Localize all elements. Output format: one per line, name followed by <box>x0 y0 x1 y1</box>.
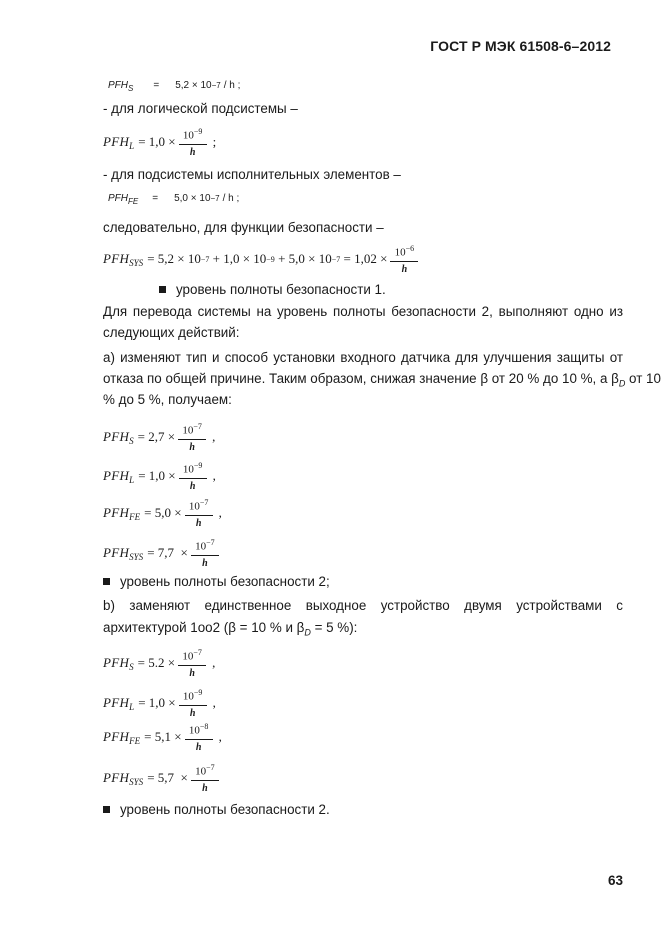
para-a-line2-end: от 10 <box>625 371 661 386</box>
formula-equals: = 1,0 × <box>138 468 176 484</box>
para-b-line2 <box>103 617 357 644</box>
result-text: уровень полноты безопасности 1. <box>176 282 386 297</box>
para-a-line3: % до 5 %, получаем: <box>103 392 232 407</box>
formula-subscript: L <box>129 141 135 152</box>
fraction-denominator: h <box>191 780 219 795</box>
formula-equals: = 1,0 × <box>138 134 176 150</box>
formula-term-3-exp: −7 <box>331 254 341 264</box>
formula-fraction <box>178 647 206 680</box>
para-b-line2-text: архитектурой 1oo2 (β = 10 % и β <box>103 620 305 635</box>
formula-row <box>103 721 222 754</box>
fraction-denominator: h <box>185 739 213 754</box>
fraction-numerator: 10 <box>188 500 200 513</box>
fraction-numerator: 10 <box>394 246 406 259</box>
formula-subscript: S <box>129 436 134 447</box>
formula-fraction <box>179 460 207 493</box>
formula-fraction <box>191 762 219 795</box>
fraction-exponent: −6 <box>405 244 415 253</box>
fraction-exponent: −7 <box>193 648 202 657</box>
para-a-line2-text: отказа по общей причине. Таким образом, снижая значение β от 20 % до 10 %, а β <box>103 371 619 386</box>
formula-fraction <box>178 421 206 454</box>
formula-subscript: L <box>129 475 135 486</box>
formula-subscript: SYS <box>129 258 144 269</box>
formula-tail: , <box>212 429 216 445</box>
para-a-line2-sub: D <box>618 378 626 389</box>
formula-symbol: PFH <box>103 655 130 671</box>
fraction-exponent: −8 <box>199 722 209 731</box>
formula-symbol: PFH <box>103 468 130 484</box>
formula-subscript: SYS <box>129 552 144 563</box>
formula-fraction <box>191 537 219 570</box>
formula-term-2-exp: −9 <box>266 254 275 264</box>
formula-tail: , <box>218 505 222 521</box>
fraction-denominator: h <box>179 144 207 159</box>
formula-row <box>103 647 215 680</box>
formula-unit: / h ; <box>223 80 241 91</box>
document-header: ГОСТ Р МЭК 61508-6–2012 <box>430 38 611 54</box>
formula-subscript: FE <box>129 736 141 747</box>
fraction-denominator: h <box>178 439 206 454</box>
logic-subsystem-line: - для логической подсистемы – <box>103 101 298 116</box>
formula-fraction <box>179 126 207 159</box>
formula-row <box>103 537 225 570</box>
fraction-exponent: −9 <box>193 461 203 470</box>
fraction-numerator: 10 <box>195 765 207 778</box>
formula-fraction <box>390 243 418 276</box>
page-number: 63 <box>607 873 623 888</box>
result-line-a <box>103 571 330 592</box>
result-line-b <box>103 799 330 820</box>
fraction-denominator: h <box>178 665 206 680</box>
formula-subscript: S <box>128 84 134 93</box>
fraction-denominator: h <box>191 555 219 570</box>
formula-equals: = <box>152 193 159 204</box>
formula-term-1-exp: −7 <box>200 254 210 264</box>
fraction-numerator: 10 <box>182 129 194 142</box>
formula-pfhs-initial <box>108 80 240 91</box>
result-text: уровень полноты безопасности 2; <box>120 574 330 589</box>
formula-fraction <box>185 721 213 754</box>
formula-equals: = 5,7 × <box>147 770 188 786</box>
fraction-numerator: 10 <box>195 540 207 553</box>
formula-symbol: PFH <box>103 770 130 786</box>
bullet-icon <box>103 806 110 813</box>
formula-symbol: PFH <box>108 80 128 91</box>
formula-pfhsys-initial <box>103 243 421 276</box>
formula-pfhfe-initial <box>108 193 239 204</box>
formula-tail: , <box>212 695 216 711</box>
formula-row <box>103 497 222 530</box>
formula-equals: = 5.2 × <box>137 655 176 671</box>
formula-symbol: PFH <box>103 729 130 745</box>
result-line-1 <box>159 279 386 300</box>
formula-equals: = 5,1 × <box>144 729 182 745</box>
bullet-icon <box>159 286 166 293</box>
fraction-denominator: h <box>185 515 213 530</box>
formula-subscript: FE <box>129 512 141 523</box>
formula-row <box>103 762 225 795</box>
formula-row <box>103 687 216 720</box>
formula-symbol: PFH <box>103 251 130 267</box>
formula-equals: = 2,7 × <box>137 429 176 445</box>
formula-value: 5,0 × 10 <box>174 193 211 204</box>
formula-subscript: SYS <box>129 777 144 788</box>
formula-exponent: −7 <box>211 81 221 90</box>
formula-term-4: = 1,02 × <box>340 251 388 267</box>
formula-row <box>103 421 215 454</box>
fraction-numerator: 10 <box>182 424 194 437</box>
fraction-exponent: −7 <box>199 498 209 507</box>
formula-symbol: PFH <box>103 429 130 445</box>
formula-tail: , <box>218 729 222 745</box>
formula-pfhl-initial <box>103 126 216 159</box>
formula-equals: = 5,0 × <box>144 505 182 521</box>
formula-equals: = <box>153 80 160 91</box>
fraction-denominator: h <box>390 261 418 276</box>
formula-tail: , <box>212 468 216 484</box>
fraction-denominator: h <box>179 478 207 493</box>
formula-row <box>103 460 216 493</box>
fraction-exponent: −9 <box>193 688 203 697</box>
formula-fraction <box>179 687 207 720</box>
formula-symbol: PFH <box>108 193 128 204</box>
formula-unit: / h ; <box>222 193 240 204</box>
formula-subscript: L <box>129 702 135 713</box>
para1-line1: Для перевода системы на уровень полноты безопасности 2, выполняют одно из <box>103 304 623 319</box>
formula-subscript: S <box>129 662 134 673</box>
para-b-line1: b) заменяют единственное выходное устройство двумя устройствами с <box>103 598 623 613</box>
formula-equals: = 7,7 × <box>147 545 188 561</box>
fraction-numerator: 10 <box>182 650 194 663</box>
formula-tail: ; <box>212 134 217 150</box>
formula-equals: = 1,0 × <box>138 695 176 711</box>
bullet-icon <box>103 578 110 585</box>
formula-subscript: FE <box>128 197 139 206</box>
result-text: уровень полноты безопасности 2. <box>120 802 330 817</box>
fraction-exponent: −7 <box>206 763 215 772</box>
formula-tail: , <box>212 655 216 671</box>
fraction-exponent: −9 <box>193 127 203 136</box>
fraction-denominator: h <box>179 705 207 720</box>
formula-term-1: = 5,2 × 10 <box>147 251 201 267</box>
formula-symbol: PFH <box>103 134 130 150</box>
para1-line2: следующих действий: <box>103 325 240 340</box>
formula-exponent: −7 <box>210 194 220 203</box>
conseq-line: следовательно, для функции безопасности – <box>103 220 384 235</box>
fraction-numerator: 10 <box>182 690 194 703</box>
para-a-line1: а) изменяют тип и способ установки входного датчика для улучшения защиты от <box>103 350 623 365</box>
formula-symbol: PFH <box>103 505 130 521</box>
fraction-numerator: 10 <box>188 724 200 737</box>
formula-term-3: + 5,0 × 10 <box>274 251 332 267</box>
formula-symbol: PFH <box>103 695 130 711</box>
formula-term-2: + 1,0 × 10 <box>209 251 267 267</box>
fraction-exponent: −7 <box>206 538 215 547</box>
formula-fraction <box>185 497 213 530</box>
formula-value: 5,2 × 10 <box>175 80 212 91</box>
formula-symbol: PFH <box>103 545 130 561</box>
para-b-line2-sub: D <box>304 627 311 638</box>
para-b-line2-end: = 5 %): <box>310 620 358 635</box>
exec-subsystem-line: - для подсистемы исполнительных элементов – <box>103 167 401 182</box>
fraction-numerator: 10 <box>182 463 194 476</box>
fraction-exponent: −7 <box>193 422 202 431</box>
